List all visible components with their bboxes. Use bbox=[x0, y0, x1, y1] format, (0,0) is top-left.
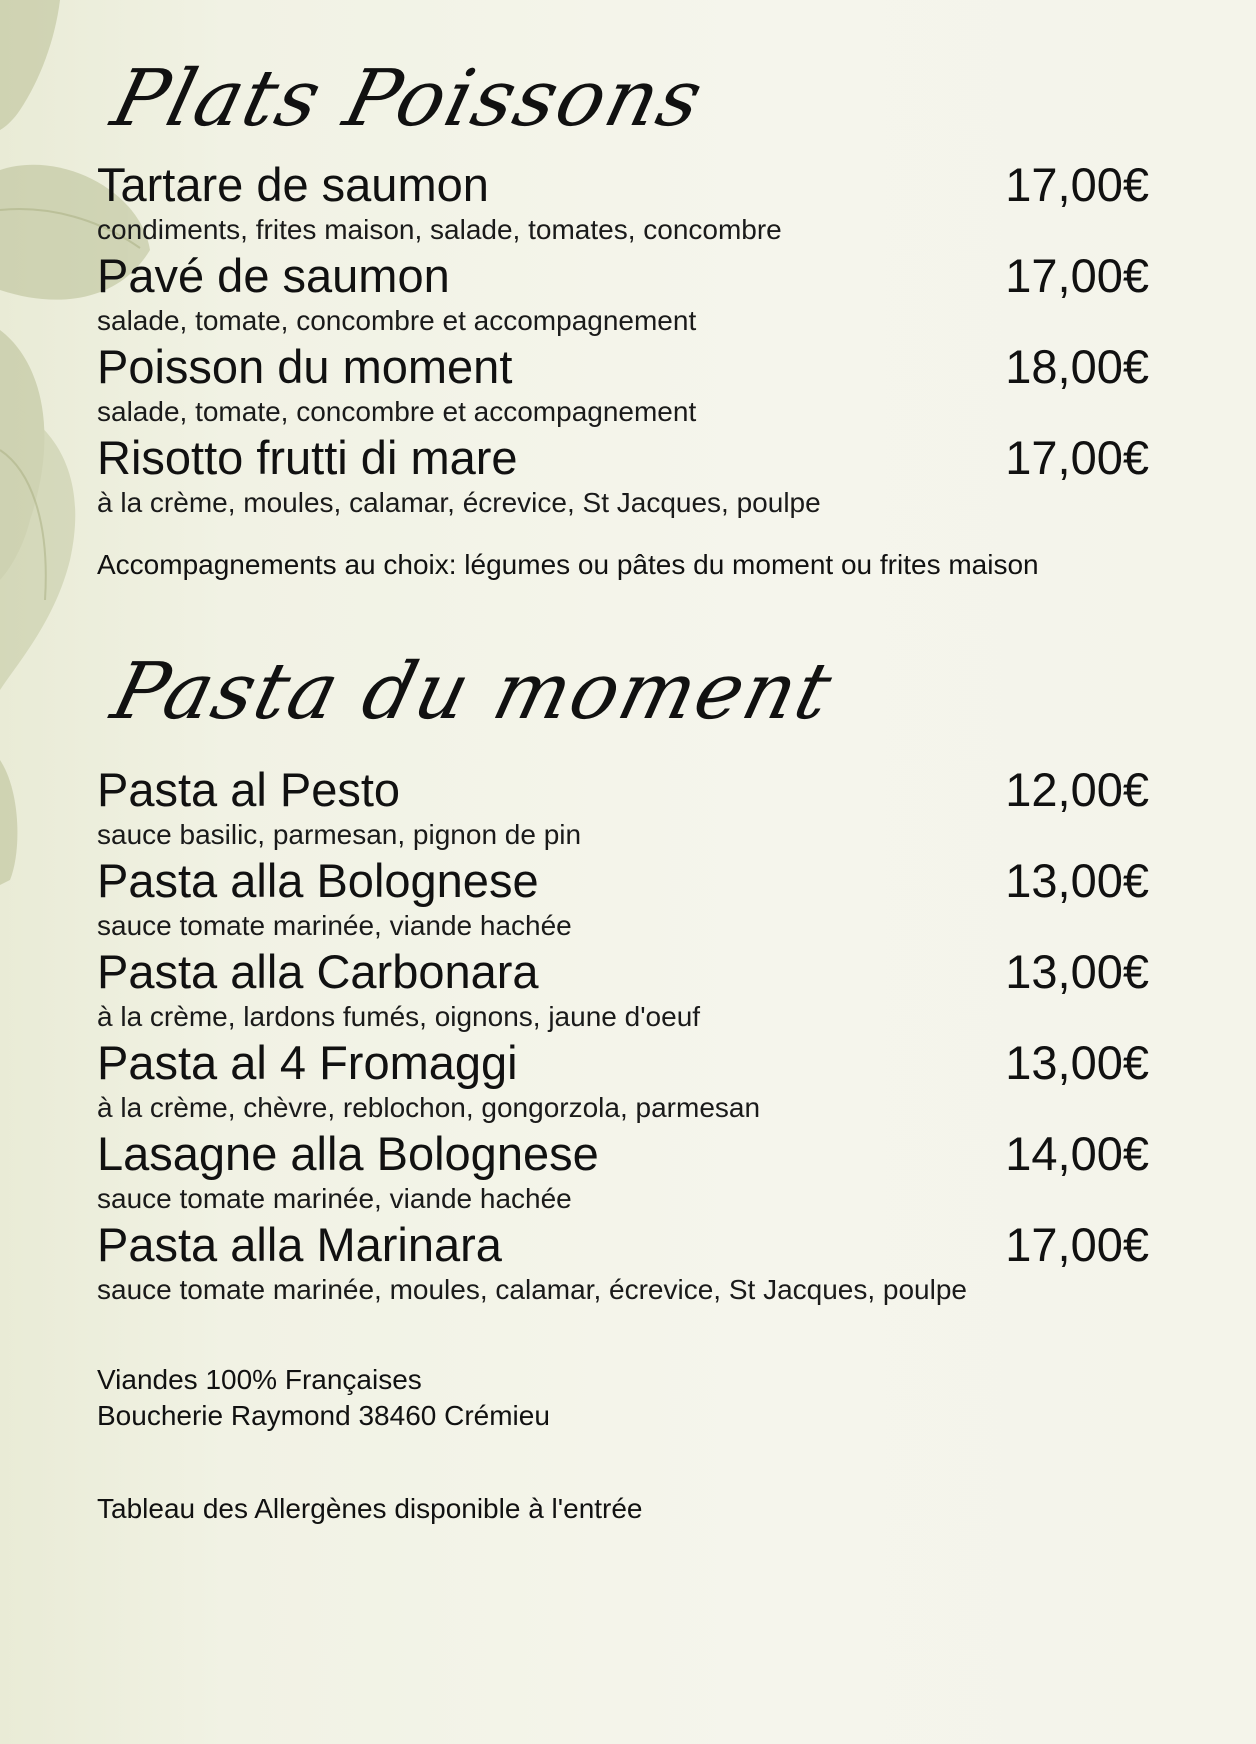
dish-name: Poisson du moment bbox=[97, 340, 513, 393]
dish-item bbox=[97, 763, 1149, 853]
section-title-plats-poissons: Plats Poissons bbox=[103, 54, 713, 144]
dish-item bbox=[97, 431, 1149, 521]
dish-price: 13,00€ bbox=[1005, 945, 1149, 998]
dish-name: Pasta al Pesto bbox=[97, 763, 401, 816]
dish-description: condiments, frites maison, salade, tomates, concombre bbox=[97, 214, 782, 245]
dish-name: Lasagne alla Bolognese bbox=[97, 1127, 599, 1180]
dish-item bbox=[97, 340, 1149, 430]
dish-description: à la crème, lardons fumés, oignons, jaune d'oeuf bbox=[97, 1001, 701, 1032]
allergens-block bbox=[97, 1491, 1149, 1527]
dish-name: Pasta alla Carbonara bbox=[97, 945, 539, 998]
dish-item bbox=[97, 854, 1149, 944]
dish-description: sauce tomate marinée, viande hachée bbox=[97, 1183, 572, 1214]
dish-item bbox=[97, 945, 1149, 1035]
dish-item bbox=[97, 158, 1149, 248]
side-dish-note: Accompagnements au choix: légumes ou pâtes du moment ou frites maison bbox=[97, 549, 1039, 580]
dish-item bbox=[97, 1127, 1149, 1217]
dish-name: Pasta alla Marinara bbox=[97, 1218, 502, 1271]
meat-origin-block bbox=[97, 1362, 1149, 1434]
dish-description: sauce tomate marinée, moules, calamar, écrevice, St Jacques, poulpe bbox=[97, 1274, 967, 1305]
dish-price: 13,00€ bbox=[1005, 1036, 1149, 1089]
dish-description: à la crème, chèvre, reblochon, gongorzola, parmesan bbox=[97, 1092, 761, 1123]
dish-name: Pasta al 4 Fromaggi bbox=[97, 1036, 518, 1089]
dish-price: 17,00€ bbox=[1005, 431, 1149, 484]
dish-price: 17,00€ bbox=[1005, 1218, 1149, 1271]
dish-item bbox=[97, 1036, 1149, 1126]
dish-price: 17,00€ bbox=[1005, 158, 1149, 211]
dish-price: 17,00€ bbox=[1005, 249, 1149, 302]
allergens-text: Tableau des Allergènes disponible à l'entrée bbox=[97, 1493, 643, 1524]
dish-name: Risotto frutti di mare bbox=[97, 431, 518, 484]
dish-description: à la crème, moules, calamar, écrevice, St Jacques, poulpe bbox=[97, 487, 821, 518]
dish-price: 18,00€ bbox=[1005, 340, 1149, 393]
dish-name: Pavé de saumon bbox=[97, 249, 450, 302]
dish-description: sauce tomate marinée, viande hachée bbox=[97, 910, 572, 941]
dish-description: sauce basilic, parmesan, pignon de pin bbox=[97, 819, 582, 850]
dish-name: Tartare de saumon bbox=[97, 158, 489, 211]
dish-price: 12,00€ bbox=[1005, 763, 1149, 816]
dish-description: salade, tomate, concombre et accompagnement bbox=[97, 396, 697, 427]
dish-price: 13,00€ bbox=[1005, 854, 1149, 907]
meat-origin-text: Viandes 100% Françaises bbox=[97, 1364, 422, 1395]
menu-content bbox=[97, 54, 1149, 1527]
section-title-pasta-du-moment: Pasta du moment bbox=[103, 647, 842, 737]
butcher-text: Boucherie Raymond 38460 Crémieu bbox=[97, 1400, 550, 1431]
dish-name: Pasta alla Bolognese bbox=[97, 854, 539, 907]
dish-item bbox=[97, 249, 1149, 339]
dish-price: 14,00€ bbox=[1005, 1127, 1149, 1180]
dish-description: salade, tomate, concombre et accompagnement bbox=[97, 305, 697, 336]
dish-item bbox=[97, 1218, 1149, 1308]
